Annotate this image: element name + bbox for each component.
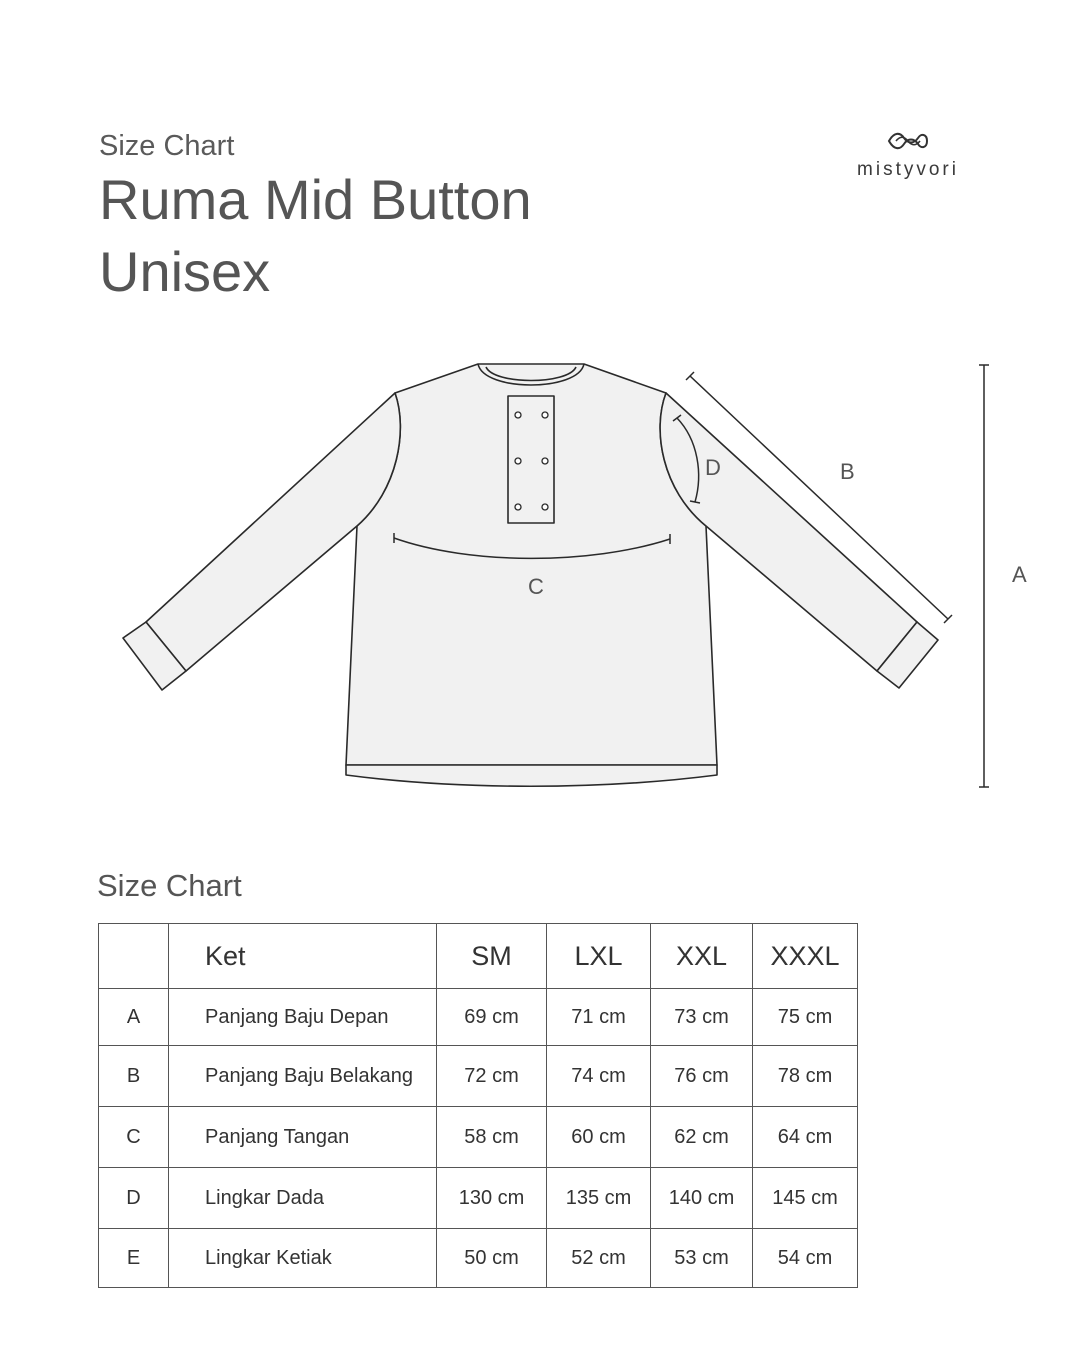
row-xxl: 73 cm — [651, 989, 753, 1046]
row-code: B — [99, 1046, 169, 1107]
header-cell-xxxl: XXXL — [753, 924, 858, 989]
header-cell-sm: SM — [437, 924, 547, 989]
brand-logo — [846, 130, 970, 181]
row-ket: Panjang Tangan — [169, 1107, 437, 1168]
button-dot — [542, 458, 548, 464]
row-code: A — [99, 989, 169, 1046]
header-cell-lxl: LXL — [547, 924, 651, 989]
row-xxl: 53 cm — [651, 1229, 753, 1288]
row-xxxl: 64 cm — [753, 1107, 858, 1168]
dimension-a-label: A — [1012, 562, 1027, 587]
dimension-d-label: D — [705, 455, 721, 480]
dimension-b-label: B — [840, 459, 855, 484]
row-xxxl: 78 cm — [753, 1046, 858, 1107]
garment-diagram — [0, 330, 1081, 810]
table-title: Size Chart — [97, 868, 242, 903]
row-code: E — [99, 1229, 169, 1288]
row-xxxl: 145 cm — [753, 1168, 858, 1229]
row-sm: 130 cm — [437, 1168, 547, 1229]
product-title-line1: Ruma Mid Button — [99, 168, 532, 231]
dimension-a-line — [979, 365, 989, 787]
dimension-c-label: C — [528, 574, 544, 599]
row-lxl: 135 cm — [547, 1168, 651, 1229]
row-ket: Lingkar Ketiak — [169, 1229, 437, 1288]
brand-name: mistyvori — [857, 159, 959, 180]
header-cell-xxl: XXL — [651, 924, 753, 989]
button-dot — [542, 504, 548, 510]
table-row — [99, 1229, 858, 1288]
row-sm: 50 cm — [437, 1229, 547, 1288]
row-ket: Panjang Baju Belakang — [169, 1046, 437, 1107]
row-code: D — [99, 1168, 169, 1229]
row-ket: Lingkar Dada — [169, 1168, 437, 1229]
row-lxl: 60 cm — [547, 1107, 651, 1168]
row-xxl: 140 cm — [651, 1168, 753, 1229]
button-dot — [542, 412, 548, 418]
table-row — [99, 989, 858, 1046]
header-cell-ket: Ket — [169, 924, 437, 989]
row-xxxl: 54 cm — [753, 1229, 858, 1288]
row-xxl: 62 cm — [651, 1107, 753, 1168]
header-cell-code — [99, 924, 169, 989]
eyebrow-title: Size Chart — [99, 130, 235, 162]
row-xxxl: 75 cm — [753, 989, 858, 1046]
table-row — [99, 1168, 858, 1229]
row-code: C — [99, 1107, 169, 1168]
row-sm: 72 cm — [437, 1046, 547, 1107]
row-lxl: 74 cm — [547, 1046, 651, 1107]
size-table — [98, 923, 858, 1288]
row-lxl: 52 cm — [547, 1229, 651, 1288]
button-dot — [515, 504, 521, 510]
product-title — [99, 164, 532, 308]
table-row — [99, 1107, 858, 1168]
row-sm: 58 cm — [437, 1107, 547, 1168]
row-sm: 69 cm — [437, 989, 547, 1046]
product-title-line2: Unisex — [99, 240, 271, 303]
button-dot — [515, 458, 521, 464]
row-lxl: 71 cm — [547, 989, 651, 1046]
row-ket: Panjang Baju Depan — [169, 989, 437, 1046]
table-row — [99, 1046, 858, 1107]
row-xxl: 76 cm — [651, 1046, 753, 1107]
wave-knot-icon — [886, 130, 930, 152]
table-header-row — [99, 924, 858, 989]
button-dot — [515, 412, 521, 418]
